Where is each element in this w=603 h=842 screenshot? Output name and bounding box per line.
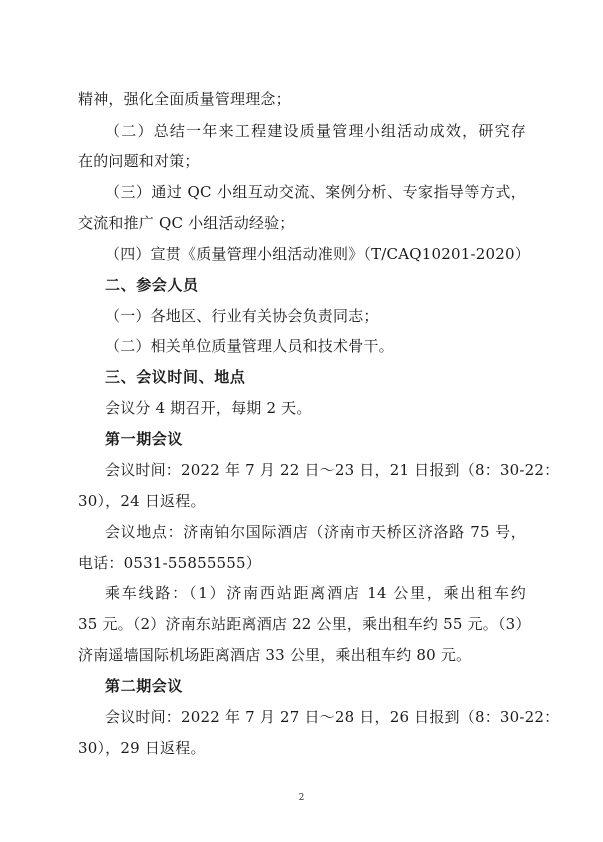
paragraph-line: 济南遥墙国际机场距离酒店 33 公里，乘出租车约 80 元。 [78,646,472,664]
paragraph-line: （四）宣贯《质量管理小组活动准则》（T/CAQ10201-2020） [105,245,530,263]
paragraph-line: 会议分 4 期召开，每期 2 天。 [105,399,312,417]
paragraph-line: 30），29 日返程。 [78,739,206,757]
section-heading: 二、参会人员 [105,276,199,294]
paragraph-line: （三）通过 QC 小组互动交流、案例分析、专家指导等方式， [105,183,526,201]
paragraph-line: 会议时间：2022 年 7 月 27 日～28 日，26 日报到（8：30-22： [105,708,560,726]
paragraph-line: （二）相关单位质量管理人员和技术骨干。 [105,337,394,355]
subsection-heading: 第二期会议 [105,677,184,695]
paragraph-line: 30），24 日返程。 [78,492,206,510]
paragraph-line: 会议地点：济南铂尔国际酒店（济南市天桥区济洛路 75 号， [105,523,526,541]
section-heading: 三、会议时间、地点 [105,368,246,386]
paragraph-line: （一）各地区、行业有关协会负责同志； [105,307,379,325]
subsection-heading: 第一期会议 [105,430,184,448]
paragraph-line: （二）总结一年来工程建设质量管理小组活动成效，研究存 [105,122,526,140]
paragraph-line: 精神，强化全面质量管理理念； [78,90,291,108]
paragraph-line: 交流和推广 QC 小组活动经验； [78,214,295,232]
paragraph-line: 会议时间：2022 年 7 月 22 日～23 日，21 日报到（8：30-22： [105,461,560,479]
paragraph-line: 在的问题和对策； [78,152,200,170]
page-number: 2 [298,793,305,803]
paragraph-line: 35 元。（2）济南东站距离酒店 22 公里，乘出租车约 55 元。（3） [78,615,531,633]
paragraph-line: 电话：0531-55855555） [78,554,261,572]
paragraph-line: 乘车线路：（1）济南西站距离酒店 14 公里，乘出租车约 [105,584,526,602]
